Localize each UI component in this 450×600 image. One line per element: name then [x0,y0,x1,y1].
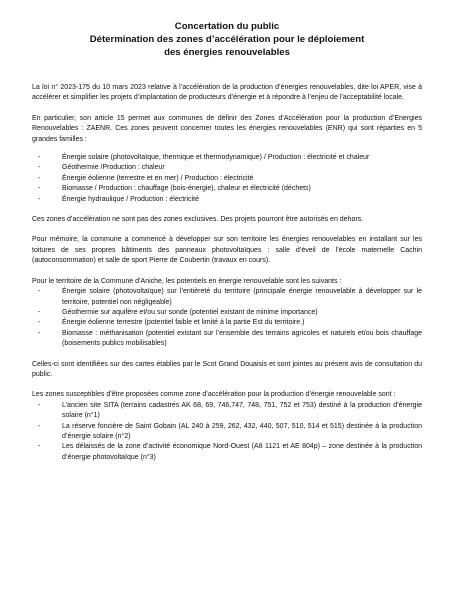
bullet-dash: - [38,308,41,316]
bullet-dash: - [38,329,41,337]
bullet-dash: - [38,154,41,162]
list-item [32,184,422,194]
title-line-3: des énergies renouvelables [164,47,290,58]
aniche-paragraph: Pour le territoire de la Commune d’Aniche, les potentiels en énergie renouvelable sont les suivants : [32,277,342,285]
bullet-dash: - [38,443,41,451]
not-exclusive-paragraph: Ces zones d’accélération ne sont pas des zones exclusives. Des projets pourront être autorisés en dehors. [32,216,364,224]
list-item [32,318,422,328]
bullet-dash: - [38,195,41,203]
list-item-text: Biomasse / Production : chauffage (bois-énergie), chaleur et électricité (déchets) [62,185,311,193]
list-item-text: Énergie éolienne terrestre (potentiel faible et limité à la partie Est du territoire.) [62,319,305,327]
list-item [32,329,422,350]
article15-paragraph: En particulier, son article 15 permet aux communes de définir des Zones d’Accélération pour la production d’Energies Renouvelables : ZAENR. Ces zones peuvent concerner toutes les énergies renouvelables (ENR) qui sont réparties en 5 grandes familles : [32,114,422,143]
bullet-dash: - [38,401,41,409]
bullet-dash: - [38,185,41,193]
identified-paragraph: Celles-ci sont identifiées sur des cartes établies par le Scot Grand Douaisis et sont jointes au présent avis de consultation du public. [32,360,422,378]
list-item-text: Énergie solaire (photovoltaïque, thermique et thermodynamique) / Production : électricité et chaleur [62,154,370,162]
list-item-text: Énergie hydraulique / Production : électricité [62,195,199,203]
list-item [32,401,422,422]
list-item [32,308,422,318]
families-list [32,153,422,205]
list-item [32,153,422,163]
list-item [32,195,422,205]
bullet-dash: - [38,319,41,327]
list-item-text: Énergie solaire (photovoltaïque) sur l’entièreté du territoire (principale énergie renouvelable à développer sur le territoire, potentiel non négligeable) [62,288,422,306]
intro-paragraph: La loi n° 2023-175 du 10 mars 2023 relative à l’accélération de la production d’énergies renouvelables, dite loi APER, vise à accélérer et simplifier les projets d’implantation de producteurs d’énergie et à répondre à l’enjeu de l’acceptabilité locale. [32,84,422,102]
list-item [32,287,422,308]
zones-list [32,401,422,463]
title-line-2: Détermination des zones d’accélération pour le déploiement [89,34,365,45]
potentials-list [32,287,422,349]
list-item-text: Géothermie /Production : chaleur [62,164,165,172]
title-line-1: Concertation du public [174,21,280,32]
list-item-text: La réserve foncière de Saint Gobain (AL 240 à 259, 262, 432, 440, 507, 510, 514 et 515) destinée à la production d’énergie solaire (n°2) [62,422,422,440]
list-item-text: Biomasse : méthanisation (potentiel existant sur l’ensemble des terrains agricoles et naturels et/ou bois chauffage (boisements publics mobilisables) [62,329,422,348]
list-item-text: Géothermie sur aquifère et/ou sur sonde (potentiel existant de minime importance) [62,308,318,316]
bullet-dash: - [38,288,41,296]
list-item [32,442,422,463]
document-title [32,20,422,59]
bullet-dash: - [38,422,41,430]
bullet-dash: - [38,164,41,172]
reminder-paragraph: Pour mémoire, la commune a commencé à développer sur son territoire les énergies renouvelables en installant sur les toitures de ses propres bâtiments des panneaux photovoltaïques : salle d’éveil de l’école maternelle Cachin (autoconsommation) et salle de sport Pierre de Coubertin (travaux en cours). [32,236,422,265]
list-item-text: Énergie éolienne (terrestre et en mer) / Production : électricité [62,174,254,182]
bullet-dash: - [38,174,41,182]
list-item-text: L’ancien site SITA (terrains cadastrés AK 68, 69, 746,747, 748, 751, 752 et 753) destiné à la production d’énergie solaire (n°1) [62,401,422,420]
list-item [32,174,422,184]
proposed-paragraph: Les zones susceptibles d’être proposées comme zone d’accélération pour la production d’énergie renouvelable sont : [32,391,396,399]
list-item [32,163,422,173]
list-item-text: Les délaissés de la zone d’activité économique Nord-Ouest (A8 1121 et AE 804p) – zone destinée à la production d’énergie photovoltaïque (n°3) [62,443,422,461]
list-item [32,422,422,443]
